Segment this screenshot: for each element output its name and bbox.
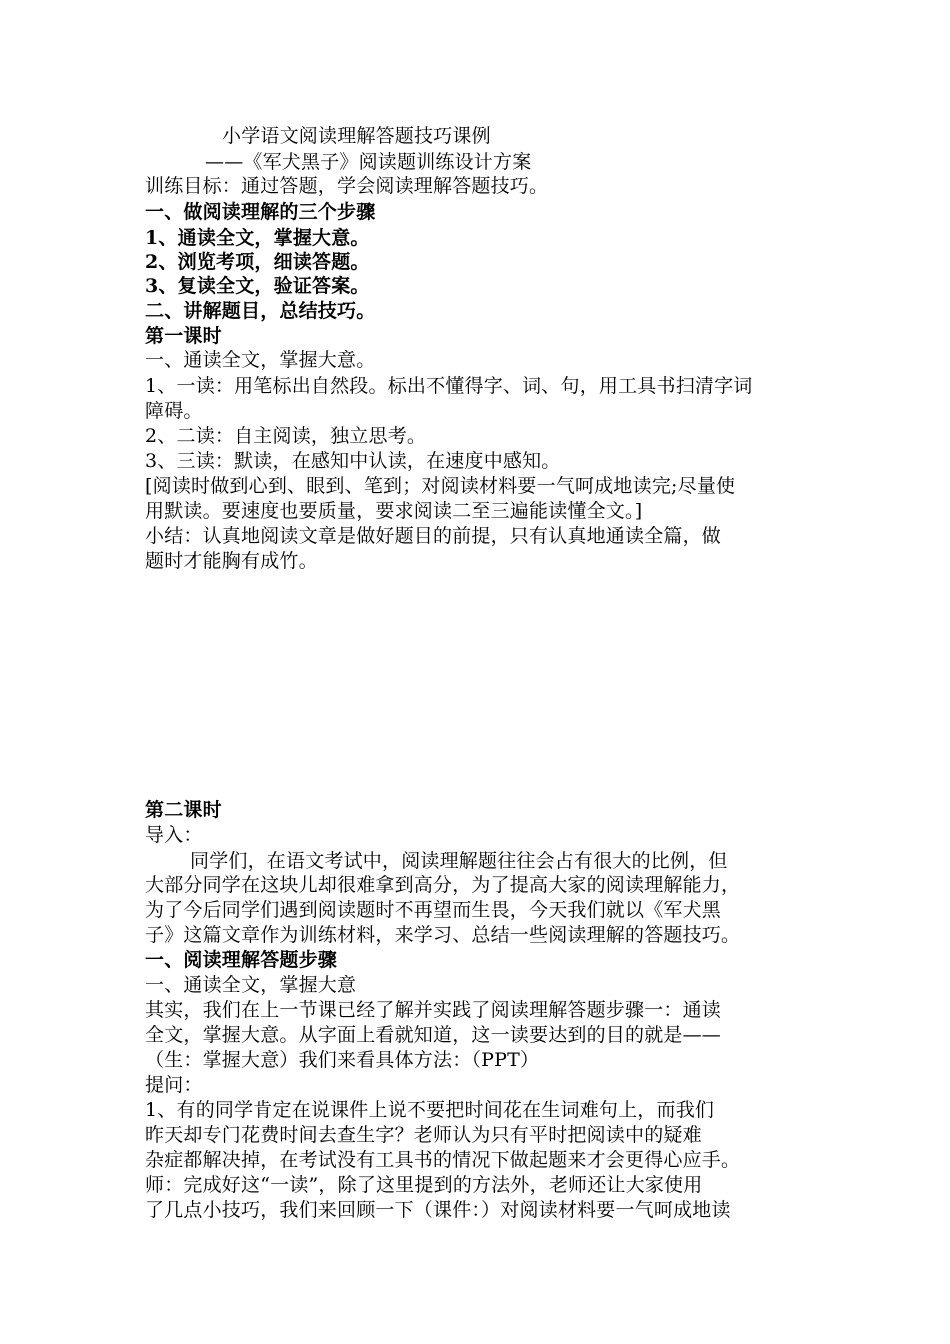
question-1-line-1: 1、有的同学肯定在说课件上说不要把时间花在生词难句上，而我们 — [145, 1099, 715, 1121]
question-label: 提问： — [145, 1074, 203, 1096]
summary-heading: 二、讲解题目，总结技巧。 — [145, 300, 376, 322]
read-2: 2、二读：自主阅读，独立思考。 — [145, 425, 427, 447]
training-goal: 训练目标：通过答题，学会阅读理解答题技巧。 — [145, 175, 549, 197]
intro-paragraph-line-4: 子》这篇文章作为训练材料，来学习、总结一些阅读理解的答题技巧。 — [145, 924, 741, 946]
lesson-1-section: 一、通读全文，掌握大意。 — [145, 349, 376, 371]
question-1-line-2: 昨天却专门花费时间去查生字？老师认为只有平时把阅读中的疑难 — [145, 1124, 702, 1146]
lesson-2-heading: 第二课时 — [145, 799, 222, 821]
step-2: 2、浏览考项，细读答题。 — [145, 251, 370, 273]
step-one-subheading: 一、通读全文，掌握大意 — [145, 974, 357, 996]
recap-line-1: 其实，我们在上一节课已经了解并实践了阅读理解答题步骤一：通读 — [145, 999, 722, 1021]
question-1-line-3: 杂症都解决掉，在考试没有工具书的情况下做起题来才会更得心应手。 — [145, 1149, 741, 1171]
read-1-line-2: 障碍。 — [145, 400, 203, 422]
conclusion-line-1: 小结：认真地阅读文章是做好题目的前提，只有认真地通读全篇，做 — [145, 525, 722, 547]
teacher-line-2: 了几点小技巧，我们来回顾一下（课件：）对阅读材料要一气呵成地读 — [145, 1199, 731, 1221]
reading-note-line-1: [阅读时做到心到、眼到、笔到；对阅读材料要一气呵成地读完;尽量使 — [145, 475, 736, 497]
intro-paragraph-line-3: 为了今后同学们遇到阅读题时不再望而生畏，今天我们就以《军犬黑 — [145, 899, 722, 921]
teacher-line-1: 师：完成好这“一读”，除了这里提到的方法外，老师还让大家使用 — [145, 1174, 703, 1196]
read-1-line-1: 1、一读：用笔标出自然段。标出不懂得字、词、句，用工具书扫清字词 — [145, 375, 753, 397]
read-3: 3、三读：默读，在感知中认读，在速度中感知。 — [145, 450, 561, 472]
recap-line-3: （生：掌握大意）我们来看具体方法：（PPT） — [145, 1049, 540, 1071]
step-1: 1、通读全文，掌握大意。 — [145, 227, 370, 249]
reading-note-line-2: 用默读。要速度也要质量，要求阅读二至三遍能读懂全文。] — [145, 500, 643, 522]
document-subtitle: ——《军犬黑子》阅读题训练设计方案 — [205, 151, 532, 173]
step-3: 3、复读全文，验证答案。 — [145, 275, 370, 297]
recap-line-2: 全文，掌握大意。从字面上看就知道，这一读要达到的目的就是—— — [145, 1024, 722, 1046]
answer-steps-heading: 一、阅读理解答题步骤 — [145, 949, 338, 971]
intro-label: 导入： — [145, 824, 203, 846]
lesson-1-heading: 第一课时 — [145, 325, 222, 347]
intro-paragraph-line-2: 大部分同学在这块儿却很难拿到高分，为了提高大家的阅读理解能力， — [145, 874, 741, 896]
document-title: 小学语文阅读理解答题技巧课例 — [222, 125, 491, 147]
conclusion-line-2: 题时才能胸有成竹。 — [145, 550, 318, 572]
three-steps-heading: 一、做阅读理解的三个步骤 — [145, 201, 376, 223]
intro-paragraph-line-1: 同学们，在语文考试中，阅读理解题往往会占有很大的比例，但 — [190, 850, 728, 872]
